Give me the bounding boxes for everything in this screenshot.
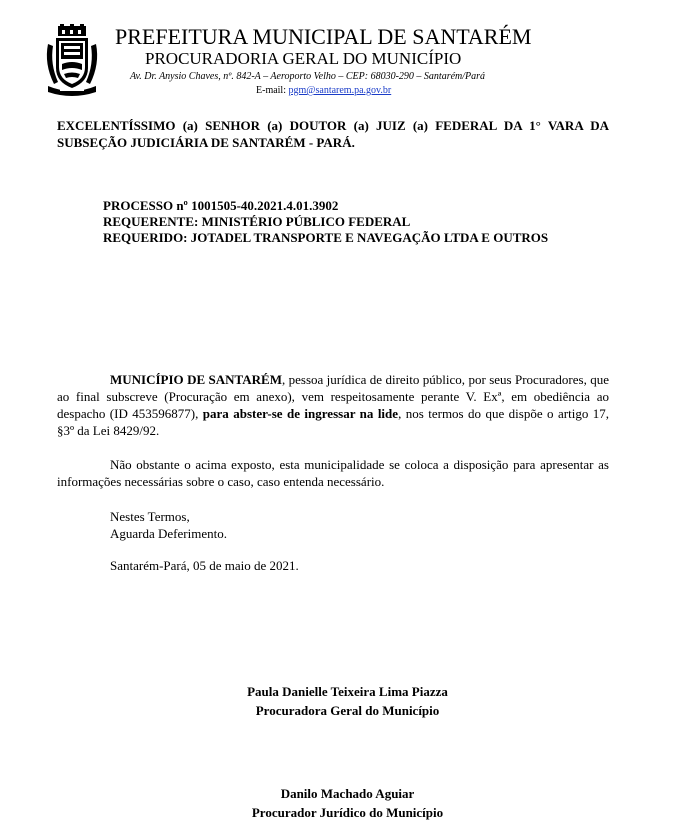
municipal-crest-logo [44,24,100,96]
closing-line-2: Aguarda Deferimento. [110,526,227,541]
defendant: REQUERIDO: JOTADEL TRANSPORTE E NAVEGAÇÃO LTDA E OUTROS [103,230,549,245]
header-title: PREFEITURA MUNICIPAL DE SANTARÉM [115,24,532,49]
body-paragraph-1 [57,371,609,439]
closing-line-1: Nestes Termos, [110,509,190,524]
p1-text: , pessoa jurídica de direito público, por seus Procuradores, que ao final subscreve (Procuração em anexo), vem respeitosamente perante V. Exª, em obediência ao despacho (ID 453596877), [57,372,609,421]
signature-2 [0,784,695,822]
signature-name: Danilo Machado Aguiar [280,786,415,801]
process-block [103,198,548,246]
date-line: Santarém-Pará, 05 de maio de 2021. [110,558,299,573]
header-address: Av. Dr. Anysio Chaves, nº. 842-A – Aeroporto Velho – CEP: 68030-290 – Santarém/Pará [130,71,486,82]
email-link[interactable]: pgm@santarem.pa.gov.br [288,85,392,96]
plaintiff: REQUERENTE: MINISTÉRIO PÚBLICO FEDERAL [103,214,411,229]
process-number: PROCESSO nº 1001505-40.2021.4.01.3902 [103,198,339,213]
p1-end: , nos termos do que dispõe o artigo 17, §3º da Lei 8429/92. [57,406,609,438]
p1-bold-request: para abster-se de ingressar na lide [202,406,399,421]
email-label: E-mail: [256,85,286,96]
header-email-line [256,85,391,96]
header-subtitle: PROCURADORIA GERAL DO MUNICÍPIO [145,49,462,68]
signature-role: Procuradora Geral do Município [255,703,440,718]
signature-name: Paula Danielle Teixeira Lima Piazza [247,684,448,699]
signature-role: Procurador Jurídico do Município [251,805,444,820]
closing [110,508,227,542]
addressee: EXCELENTÍSSIMO (a) SENHOR (a) DOUTOR (a) JUIZ (a) FEDERAL DA 1° VARA DA SUBSEÇÃO JUDICIÁRIA DE SANTARÉM - PARÁ. [57,118,609,150]
body-paragraph-2: Não obstante o acima exposto, esta municipalidade se coloca a disposição para apresentar as informações necessárias sobre o caso, caso entenda necessário. [57,457,609,489]
municipality-name: MUNICÍPIO DE SANTARÉM [110,372,282,387]
signature-1 [0,682,695,720]
